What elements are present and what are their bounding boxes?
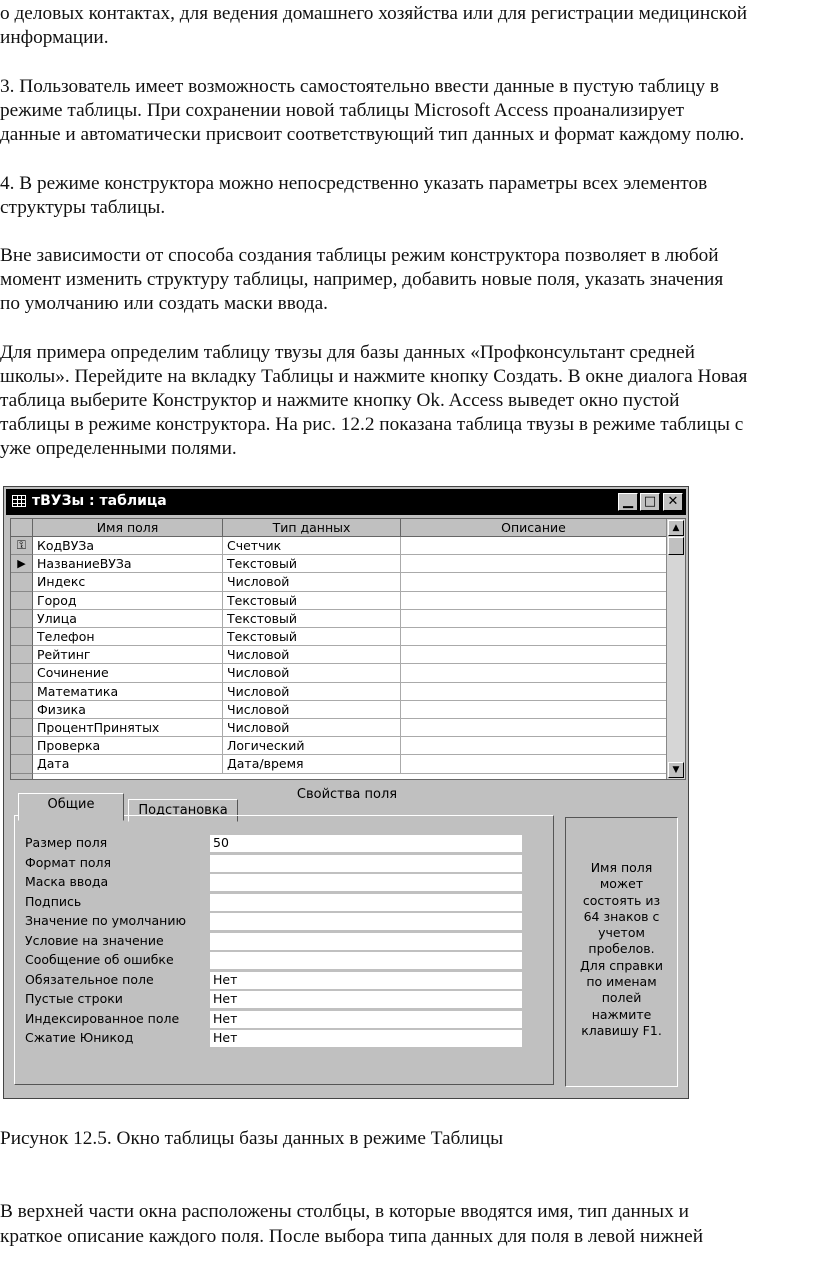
field-name-cell[interactable]: Город (33, 592, 223, 610)
table-row[interactable] (11, 737, 661, 755)
description-cell[interactable] (401, 737, 667, 755)
paragraph-line: 4. В режиме конструктора можно непосредственно указать параметры всех элементов (0, 173, 708, 194)
field-name-cell[interactable]: НазваниеВУЗа (33, 555, 223, 573)
data-type-cell[interactable]: Текстовый (223, 628, 401, 646)
property-row (25, 854, 525, 874)
paragraph-line: В верхней части окна расположены столбцы, в которые вводятся имя, тип данных и (0, 1201, 689, 1222)
table-row[interactable] (11, 555, 661, 573)
row-selector[interactable] (11, 573, 33, 591)
data-type-cell[interactable]: Текстовый (223, 592, 401, 610)
paragraph-line: таблица выберите Конструктор и нажмите кнопку Ok. Access выведет окно пустой (0, 390, 680, 411)
paragraph-line: по умолчанию или создать маски ввода. (0, 293, 328, 314)
column-header-description[interactable]: Описание (401, 519, 667, 537)
paragraph-line: структуры таблицы. (0, 197, 166, 218)
property-value-field[interactable]: 50 (210, 835, 522, 852)
data-type-cell[interactable]: Логический (223, 737, 401, 755)
paragraph-line: Для примера определим таблицу твузы для базы данных «Профконсультант средней (0, 342, 695, 363)
paragraph-line: школы». Перейдите на вкладку Таблицы и нажмите кнопку Создать. В окне диалога Новая (0, 366, 748, 387)
figure-caption: Рисунок 12.5. Окно таблицы базы данных в режиме Таблицы (0, 1128, 504, 1149)
field-name-cell[interactable]: ПроцентПринятых (33, 719, 223, 737)
property-row (25, 873, 525, 893)
data-type-cell[interactable]: Текстовый (223, 610, 401, 628)
property-value-field[interactable] (210, 913, 522, 930)
table-icon (12, 495, 26, 507)
field-grid (10, 518, 686, 780)
data-type-cell[interactable]: Счетчик (223, 537, 401, 555)
paragraph-line: уже определенными полями. (0, 438, 237, 459)
property-label: Размер поля (25, 835, 108, 850)
minimize-button[interactable]: ▁ (618, 493, 638, 511)
maximize-button[interactable]: □ (640, 493, 660, 511)
paragraph-line: Вне зависимости от способа создания таблицы режим конструктора позволяет в любой (0, 245, 719, 266)
table-row[interactable] (11, 537, 661, 555)
property-label: Значение по умолчанию (25, 913, 187, 928)
row-selector[interactable] (11, 737, 33, 755)
data-type-cell[interactable]: Числовой (223, 646, 401, 664)
property-row (25, 951, 525, 971)
table-row[interactable] (11, 592, 661, 610)
property-value-field[interactable]: Нет (210, 1030, 522, 1047)
table-row[interactable] (11, 573, 661, 591)
property-row (25, 912, 525, 932)
field-name-cell[interactable]: КодВУЗа (33, 537, 223, 555)
close-button[interactable]: ✕ (663, 493, 683, 511)
scroll-down-arrow-icon[interactable]: ▼ (668, 762, 684, 778)
table-row[interactable] (11, 774, 661, 780)
row-selector[interactable] (11, 755, 33, 773)
property-value-field[interactable] (210, 894, 522, 911)
data-type-cell[interactable]: Числовой (223, 683, 401, 701)
data-type-cell[interactable]: Числовой (223, 664, 401, 682)
row-selector[interactable] (11, 664, 33, 682)
property-row (25, 1029, 525, 1049)
tab-lookup[interactable]: Подстановка (128, 799, 238, 822)
property-value-field[interactable] (210, 855, 522, 872)
description-cell[interactable] (401, 592, 667, 610)
description-cell[interactable] (401, 646, 667, 664)
property-row (25, 834, 525, 854)
row-selector[interactable] (11, 592, 33, 610)
row-selector[interactable] (11, 774, 33, 780)
description-cell[interactable] (401, 719, 667, 737)
scroll-up-arrow-icon[interactable]: ▲ (668, 520, 684, 536)
table-row[interactable] (11, 628, 661, 646)
field-name-cell[interactable]: Дата (33, 755, 223, 773)
description-cell[interactable] (401, 628, 667, 646)
field-name-cell[interactable]: Улица (33, 610, 223, 628)
scroll-thumb[interactable] (668, 537, 684, 555)
property-row (25, 932, 525, 952)
property-label: Сообщение об ошибке (25, 952, 174, 967)
paragraph-line: таблицы в режиме конструктора. На рис. 12.2 показана таблица твузы в режиме таблицы с (0, 414, 744, 435)
property-value-field[interactable]: Нет (210, 991, 522, 1008)
field-name-cell[interactable]: Математика (33, 683, 223, 701)
tab-general[interactable]: Общие (18, 793, 124, 821)
data-type-cell[interactable]: Числовой (223, 701, 401, 719)
table-row[interactable] (11, 701, 661, 719)
property-label: Условие на значение (25, 932, 164, 948)
paragraph-line: 3. Пользователь имеет возможность самостоятельно ввести данные в пустую таблицу в (0, 76, 720, 97)
description-cell[interactable] (401, 755, 667, 773)
property-value-field[interactable]: Нет (210, 1011, 522, 1028)
window-titlebar (6, 489, 686, 515)
paragraph-line: режиме таблицы. При сохранении новой таблицы Microsoft Access проанализирует (0, 100, 685, 121)
paragraph-line: о деловых контактах, для ведения домашнего хозяйства или для регистрации медицинской (0, 3, 748, 24)
description-cell[interactable] (401, 537, 667, 555)
table-row[interactable] (11, 683, 661, 701)
properties-panel (14, 815, 554, 1085)
property-label: Индексированное поле (25, 1010, 180, 1026)
property-label: Сжатие Юникод (25, 1030, 134, 1045)
property-label: Формат поля (25, 854, 112, 870)
paragraph-line: информации. (0, 27, 109, 48)
field-name-cell[interactable]: Сочинение (33, 664, 223, 682)
description-cell[interactable] (401, 701, 667, 719)
description-cell[interactable] (401, 555, 667, 573)
property-value-field[interactable] (210, 952, 522, 969)
column-header-name[interactable]: Имя поля (33, 519, 223, 537)
field-name-cell[interactable]: Проверка (33, 737, 223, 755)
help-text: Имя поля может состоять из 64 знаков с учетом пробелов. Для справки по именам полей нажмите клавишу F1. (565, 817, 678, 1087)
description-cell[interactable] (401, 683, 667, 701)
field-name-cell[interactable]: Телефон (33, 628, 223, 646)
description-cell[interactable] (401, 573, 667, 591)
row-selector[interactable] (11, 701, 33, 719)
row-selector[interactable] (11, 719, 33, 737)
paragraph-line: момент изменить структуру таблицы, например, добавить новые поля, указать значения (0, 269, 724, 290)
data-type-cell[interactable]: Числовой (223, 573, 401, 591)
window-title: тВУЗы : таблица (32, 493, 167, 509)
primary-key-icon[interactable]: ⚿ (11, 537, 33, 555)
data-type-cell[interactable]: Дата/время (223, 755, 401, 773)
row-selector[interactable] (11, 610, 33, 628)
field-properties-title: Свойства поля (296, 787, 398, 802)
access-table-window (3, 486, 689, 1099)
data-type-cell[interactable]: Числовой (223, 719, 401, 737)
table-row[interactable] (11, 646, 661, 664)
vertical-scrollbar[interactable] (666, 519, 685, 779)
description-cell[interactable] (401, 664, 667, 682)
property-value-field[interactable] (210, 933, 522, 950)
property-value-field[interactable]: Нет (210, 972, 522, 989)
table-row[interactable] (11, 610, 661, 628)
row-selector[interactable] (11, 646, 33, 664)
table-row[interactable] (11, 664, 661, 682)
description-cell[interactable] (401, 610, 667, 628)
property-label: Обязательное поле (25, 971, 154, 987)
property-row (25, 1010, 525, 1030)
row-selector[interactable] (11, 628, 33, 646)
current-row-pointer-icon[interactable]: ▶ (11, 555, 33, 573)
field-name-cell[interactable]: Рейтинг (33, 646, 223, 664)
property-label: Подпись (25, 893, 82, 909)
header-corner (11, 519, 33, 537)
property-label: Маска ввода (25, 874, 109, 889)
field-name-cell[interactable]: Индекс (33, 573, 223, 591)
property-row (25, 971, 525, 991)
property-label: Пустые строки (25, 991, 123, 1006)
field-name-cell[interactable]: Физика (33, 701, 223, 719)
property-row (25, 990, 525, 1010)
paragraph-line: данные и автоматически присвоит соответствующий тип данных и формат каждому полю. (0, 124, 745, 145)
property-row (25, 893, 525, 913)
property-value-field[interactable] (210, 874, 522, 891)
paragraph-line: краткое описание каждого поля. После выбора типа данных для поля в левой нижней (0, 1226, 704, 1247)
row-selector[interactable] (11, 683, 33, 701)
table-row[interactable] (11, 755, 661, 773)
data-type-cell[interactable]: Текстовый (223, 555, 401, 573)
table-row[interactable] (11, 719, 661, 737)
column-header-type[interactable]: Тип данных (223, 519, 401, 537)
